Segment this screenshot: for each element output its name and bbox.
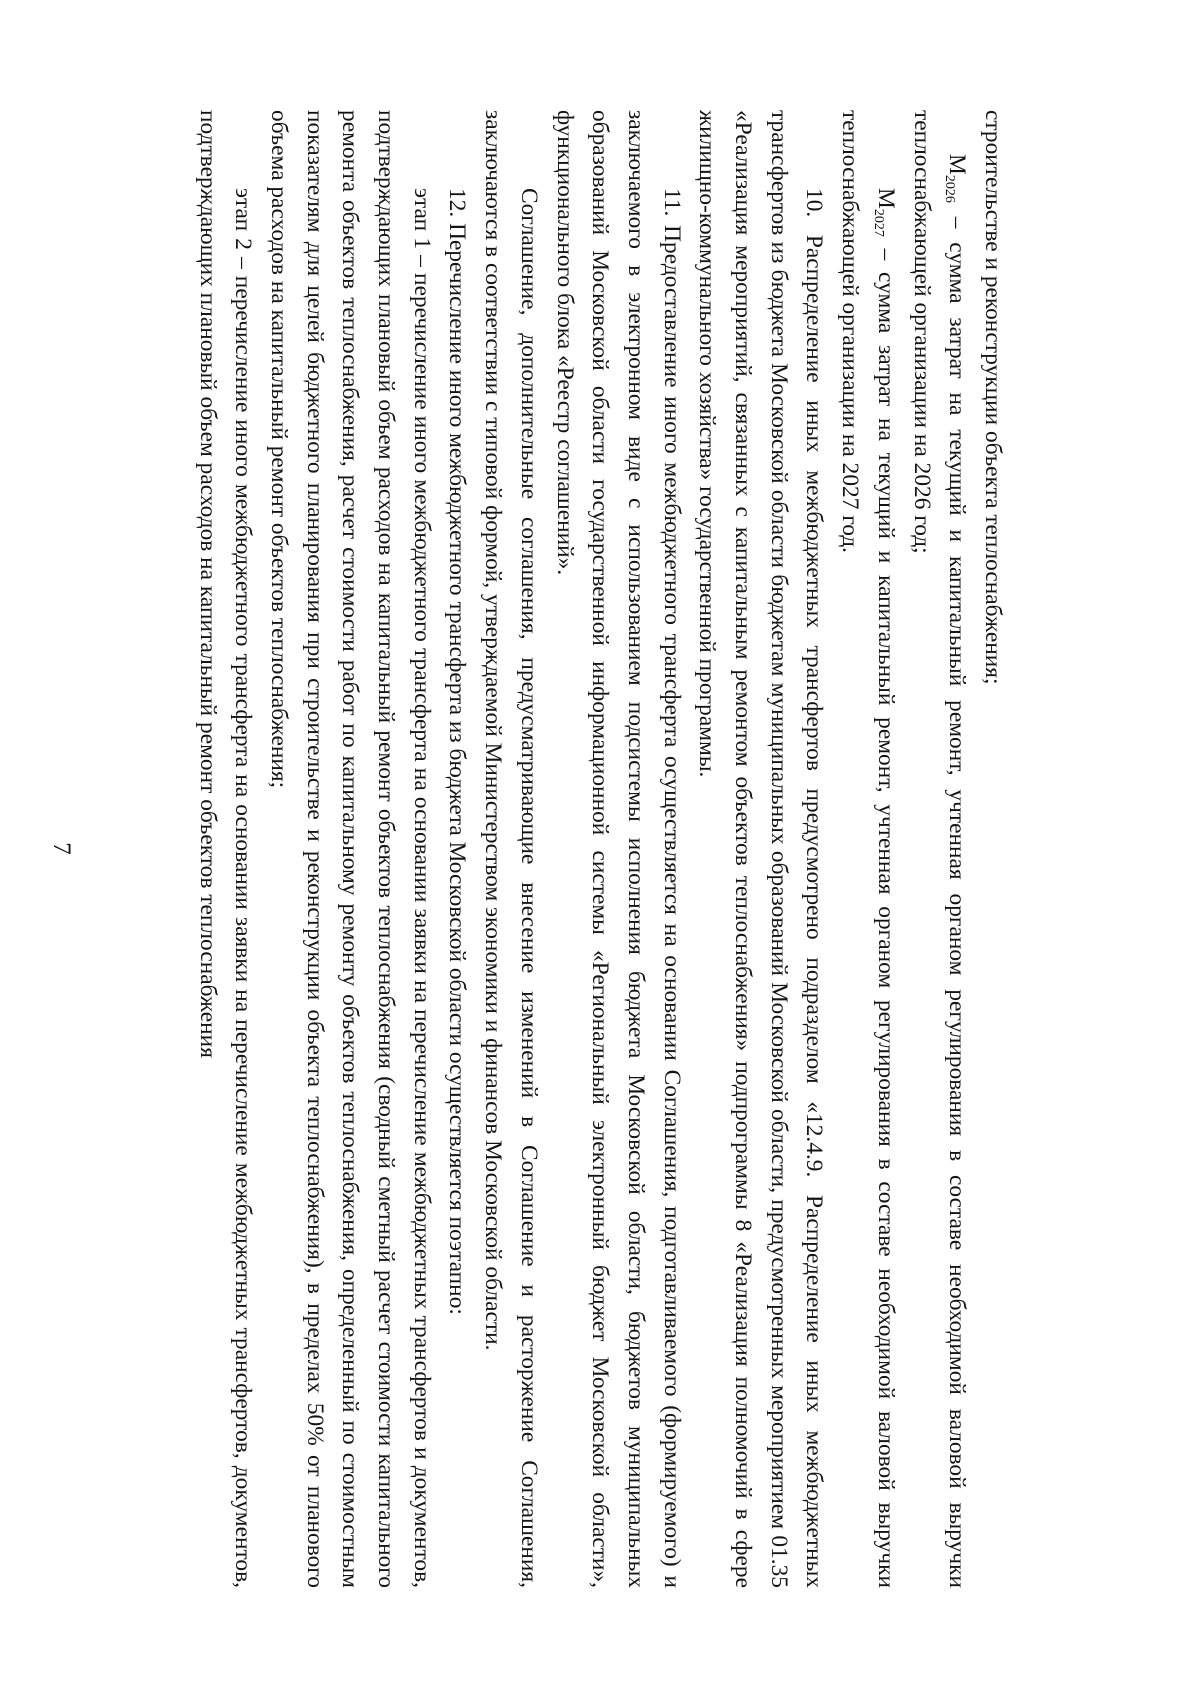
m2026-subscript: 2026 [942,174,958,203]
m2027-definition: – сумма затрат на текущий и капитальный ремонт, учтенная органом регулирования в составе необходимой валовой выручки теплоснабжающей организации на 2027 год. [837,110,899,1588]
paragraph-m2026 [903,110,974,1588]
paragraph-stage-1: этап 1 – перечисление иного межбюджетного трансферта на основании заявки на перечисление межбюджетных трансфертов и документов, подтверждающих плановый объем расходов на капитальный ремонт объектов теплоснабжения (сводный сметный расчет стоимости капитального ремонта объектов теплоснабжения, расчет стоимости работ по капитальному ремонту объектов теплоснабжения, определенный по стоимостным показателям для целей бюджетного планирования при строительстве и реконструкции объекта теплоснабжения), в пределах 50% от планового объема расходов на капитальный ремонт объектов теплоснабжения; [265,110,435,1588]
m2026-definition: – сумма затрат на текущий и капитальный ремонт, учтенная органом регулирования в составе необходимой валовой выручки теплоснабжающей организации на 2026 год; [908,110,971,1588]
paragraph-10: 10. Распределение иных межбюджетных трансфертов предусмотрено подразделом «12.4.9. Распределение иных межбюджетных трансфертов из бюджета Московской области бюджетам муниципальных образований Московской области, предусмотренных мероприятием 01.35 «Реализация мероприятий, связанных с капитальным ремонтом объектов теплоснабжения» подпрограммы 8 «Реализация полномочий в сфере жилищно-коммунального хозяйства» государственной программы. [694,110,828,1588]
paragraph-11: 11. Предоставление иного межбюджетного трансферта осуществляется на основании Соглашения, подготавливаемого (формируемого) и заключаемого в электронном виде с использованием подсистемы исполнения бюджета Московской области, бюджетов муниципальных образований Московской области государственной информационной системы «Региональный электронный бюджет Московской области», функционального блока «Реестр соглашений». [551,110,685,1588]
m2027-symbol: М [872,188,899,209]
m2027-subscript: 2027 [870,208,886,237]
paragraph-continuation: строительстве и реконструкции объекта теплоснабжения; [980,110,1006,685]
paragraph-12: 12. Перечисление иного межбюджетного трансферта из бюджета Московской области осуществляется поэтапно: [444,188,471,1315]
document-body [100,110,1010,1588]
paragraph-11-agreements: Соглашение, дополнительные соглашения, предусматривающие внесение изменений в Соглашение и расторжение Соглашения, заключаются в соответствии с типовой формой, утверждаемой Министерством экономики и финансов Московской области. [480,110,542,1588]
paragraph-m2027 [831,110,902,1588]
page-number: 7 [48,842,75,855]
paragraph-stage-2: этап 2 – перечисление иного межбюджетного трансферта на основании заявки на перечисление межбюджетных трансфертов, документов, подтверждающих плановый объем расходов на капитальный ремонт объектов теплоснабжения [194,110,257,1588]
m2026-symbol: М [944,154,971,175]
